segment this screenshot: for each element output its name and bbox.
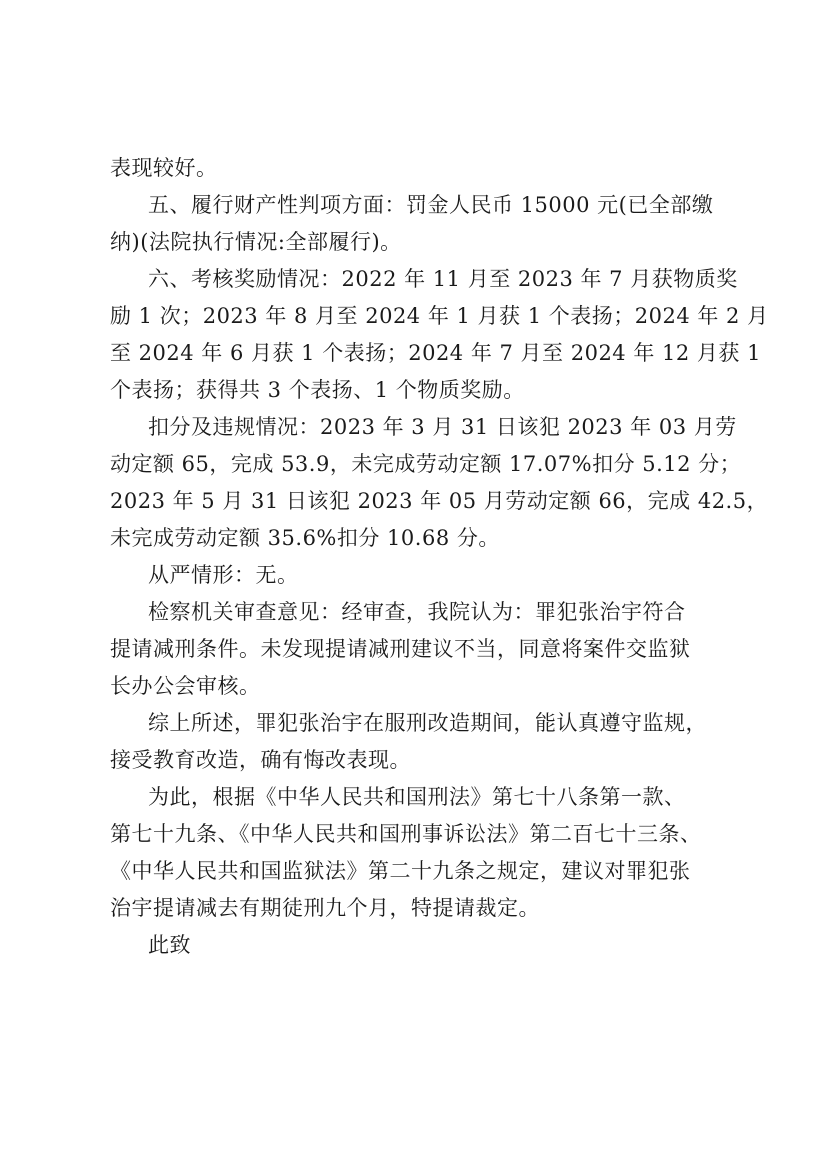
text-line: 表现较好。 — [110, 156, 218, 180]
paragraph-summary — [110, 705, 728, 779]
text-line: 六、考核奖励情况：2022 年 11 月至 2023 年 7 月获物质奖 — [148, 267, 738, 291]
text-line: 第七十九条、《中华人民共和国刑事诉讼法》第二百七十三条、 — [110, 822, 702, 846]
text-line: 2023 年 5 月 31 日该犯 2023 年 05 月劳动定额 66，完成 42.5， — [110, 489, 769, 513]
text-line: 长办公会审核。 — [110, 674, 261, 698]
paragraph-property-judgment — [110, 187, 728, 261]
text-line: 综上所述，罪犯张治宇在服刑改造期间，能认真遵守监规， — [148, 711, 707, 735]
paragraph-procuratorate-opinion — [110, 594, 728, 705]
text-line: 为此，根据《中华人民共和国刑法》第七十八条第一款、 — [148, 785, 686, 809]
paragraph-aggravating — [110, 557, 728, 594]
text-line: 从严情形：无。 — [148, 563, 299, 587]
text-line: 五、履行财产性判项方面：罚金人民币 15000 元(已全部缴 — [148, 193, 714, 217]
paragraph-closing — [110, 927, 728, 964]
paragraph-continuation — [110, 150, 728, 187]
text-line: 个表扬；获得共 3 个表扬、1 个物质奖励。 — [110, 378, 525, 402]
text-line: 励 1 次；2023 年 8 月至 2024 年 1 月获 1 个表扬；2024 年 2 月 — [110, 304, 769, 328]
text-line: 未完成劳动定额 35.6%扣分 10.68 分。 — [110, 526, 500, 550]
paragraph-rewards — [110, 261, 769, 409]
text-line: 扣分及违规情况：2023 年 3 月 31 日该犯 2023 年 03 月劳 — [148, 415, 737, 439]
text-line: 至 2024 年 6 月获 1 个表扬；2024 年 7 月至 2024 年 12 月获 1 — [110, 341, 761, 365]
paragraph-legal-basis — [110, 779, 728, 927]
text-line: 检察机关审查意见：经审查，我院认为：罪犯张治宇符合 — [148, 600, 686, 624]
text-line: 接受教育改造，确有悔改表现。 — [110, 748, 411, 772]
text-line: 《中华人民共和国监狱法》第二十九条之规定，建议对罪犯张 — [110, 859, 691, 883]
text-line: 提请减刑条件。未发现提请减刑建议不当，同意将案件交监狱 — [110, 637, 691, 661]
text-line: 纳)(法院执行情况:全部履行)。 — [110, 230, 402, 254]
text-line: 此致 — [148, 933, 191, 957]
text-line: 动定额 65，完成 53.9，未完成劳动定额 17.07%扣分 5.12 分； — [110, 452, 742, 476]
document-body — [110, 150, 769, 964]
paragraph-deductions — [110, 409, 769, 557]
text-line: 治宇提请减去有期徒刑九个月，特提请裁定。 — [110, 896, 540, 920]
